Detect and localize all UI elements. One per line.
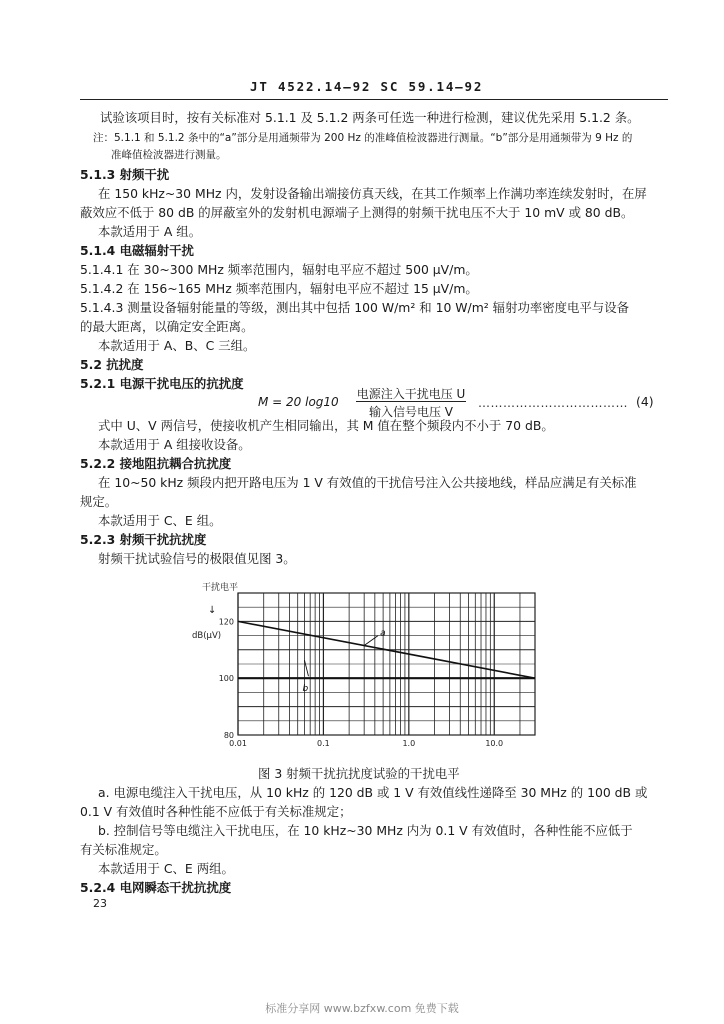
section-heading: 5.2 抗扰度	[80, 357, 144, 372]
note-line: 注：5.1.1 和 5.1.2 条中的“a”部分是用通频带为 200 Hz 的准峰值检波器进行测量。“b”部分是用通频带为 9 Hz 的	[93, 132, 633, 144]
paragraph: 蔽效应不低于 80 dB 的屏蔽室外的发射机电源端子上测得的射频干扰电压不大于 10 mV 或 80 dB。	[80, 205, 634, 220]
series-label-a: a	[380, 628, 386, 639]
paragraph: 射频干扰试验信号的极限值见图 3。	[98, 551, 296, 566]
clause: 5.1.4.2 在 156~165 MHz 频率范围内，辐射电平应不超过 15 μV/m。	[80, 281, 478, 296]
paragraph: 本款适用于 C、E 两组。	[98, 861, 234, 876]
clause: 5.1.4.3 测量设备辐射能量的等级，测出其中包括 100 W/m² 和 10 W/m² 辐射功率密度电平与设备	[80, 300, 629, 315]
series-pointer-a	[364, 636, 378, 646]
list-item-a: a. 电源电缆注入干扰电压，从 10 kHz 的 120 dB 或 1 V 有效值线性递降至 30 MHz 的 100 dB 或	[98, 785, 648, 800]
figure-3-chart	[190, 575, 560, 750]
paragraph: 规定。	[80, 494, 118, 509]
formula-numerator: 电源注入干扰电压 U	[356, 387, 466, 401]
section-heading: 5.2.2 接地阻抗耦合抗扰度	[80, 456, 232, 471]
x-tick-label: 10.0	[485, 739, 504, 748]
formula-lhs: M = 20 log10	[258, 395, 339, 409]
watermark-footer: 标准分享网 www.bzfxw.com 免费下载	[265, 1002, 459, 1015]
y-tick-label: 120	[218, 617, 234, 627]
series-pointer-b	[304, 660, 308, 676]
list-item-b-cont: 有关标准规定。	[80, 842, 167, 857]
paragraph: 本款适用于 A 组接收设备。	[98, 437, 251, 452]
x-tick-label: 1.0	[402, 739, 416, 748]
section-heading: 5.2.4 电网瞬态干扰抗扰度	[80, 880, 232, 895]
paragraph: 本款适用于 C、E 组。	[98, 513, 222, 528]
header-rule	[80, 99, 668, 100]
clause: 5.1.4.1 在 30~300 MHz 频率范围内，辐射电平应不超过 500 μV/m。	[80, 262, 478, 277]
formula-number: (4)	[636, 394, 654, 409]
section-heading: 5.2.3 射频干扰抗扰度	[80, 532, 207, 547]
paragraph: 试验该项目时，按有关标准对 5.1.1 及 5.1.2 两条可任选一种进行检测，建议优先采用 5.1.2 条。	[100, 110, 640, 125]
formula-denominator: 输入信号电压 V	[368, 405, 454, 419]
paragraph: 的最大距离，以确定安全距离。	[80, 319, 254, 334]
paragraph: 在 10~50 kHz 频段内把开路电压为 1 V 有效值的干扰信号注入公共接地线，样品应满足有关标准	[98, 475, 637, 490]
x-tick-label: 0.1	[317, 739, 330, 748]
y-axis-title: 干扰电平	[202, 583, 239, 593]
paragraph: 本款适用于 A 组。	[98, 224, 202, 239]
y-tick-label: 80	[223, 731, 234, 740]
page-number: 23	[93, 897, 107, 910]
list-item-a-cont: 0.1 V 有效值时各种性能不应低于有关标准规定；	[80, 804, 352, 819]
standard-header: JT 4522.14—92 SC 59.14—92	[250, 79, 484, 94]
figure-caption: 图 3 射频干扰抗扰度试验的干扰电平	[258, 766, 460, 781]
list-item-b: b. 控制信号等电缆注入干扰电压，在 10 kHz~30 MHz 内为 0.1 V 有效值时，各种性能不应低于	[98, 823, 633, 838]
x-tick-label: 0.01	[229, 739, 247, 748]
note-line: 准峰值检波器进行测量。	[111, 149, 227, 161]
paragraph: 式中 U、V 两信号，使接收机产生相同输出，其 M 值在整个频段内不小于 70 dB。	[98, 418, 554, 433]
paragraph: 本款适用于 A、B、C 三组。	[98, 338, 256, 353]
section-heading: 5.1.3 射频干扰	[80, 167, 170, 182]
y-axis-unit: dB(μV)	[192, 631, 222, 641]
fraction-bar	[356, 401, 466, 402]
section-heading: 5.2.1 电源干扰电压的抗扰度	[80, 376, 244, 391]
section-heading: 5.1.4 电磁辐射干扰	[80, 243, 194, 258]
y-tick-label: 100	[218, 674, 234, 684]
leader-dots: ………………………………	[478, 396, 628, 410]
series-label-b: b	[302, 684, 309, 695]
y-axis-arrow-icon: ↓	[208, 605, 217, 616]
paragraph: 在 150 kHz~30 MHz 内，发射设备输出端接仿真天线，在其工作频率上作满功率连续发射时，在屏	[98, 186, 647, 201]
chart-grid	[238, 593, 535, 735]
